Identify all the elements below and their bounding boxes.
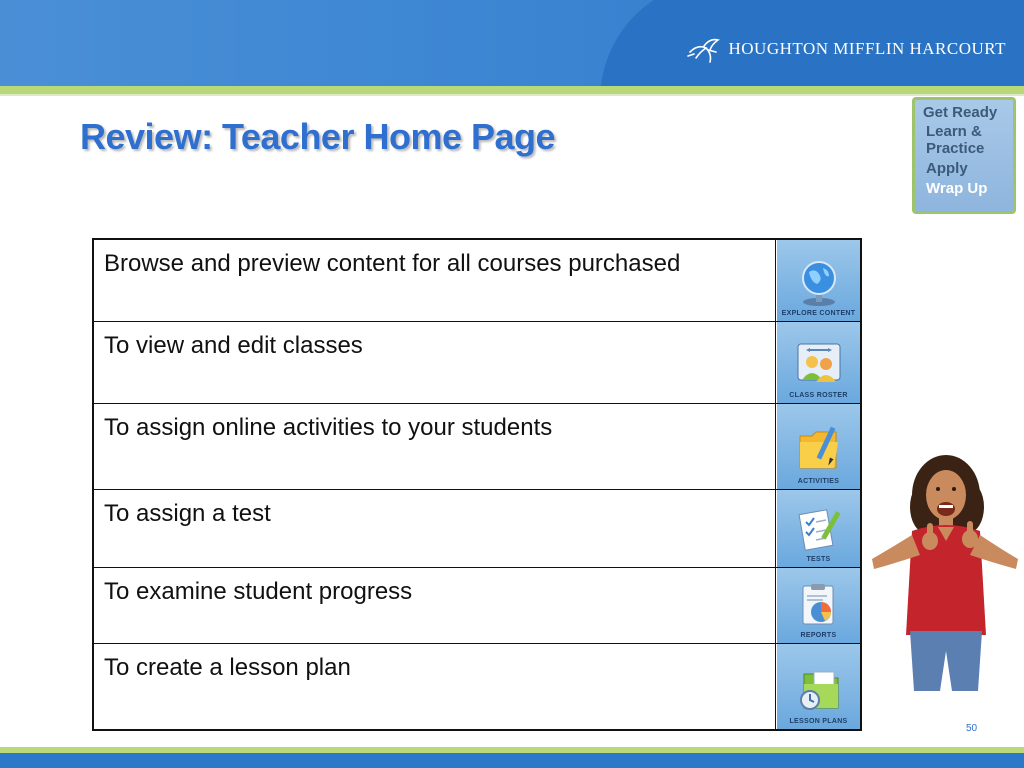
lesson-phase-nav xyxy=(912,97,1016,214)
table-row xyxy=(94,240,860,322)
row-description: Browse and preview content for all courses purchased xyxy=(94,240,776,321)
row-description: To create a lesson plan xyxy=(94,644,776,729)
nav-item-learn[interactable]: Learn & xyxy=(926,123,982,140)
teacher-home-table xyxy=(92,238,862,731)
nav-item-wrap-up[interactable]: Wrap Up xyxy=(926,180,988,197)
activities-folder-icon xyxy=(794,422,844,476)
page-number: 50 xyxy=(966,723,978,734)
icon-label: TESTS xyxy=(806,556,831,563)
table-row xyxy=(94,490,860,568)
nav-item-get-ready[interactable]: Get Ready xyxy=(923,104,998,121)
test-checklist-icon xyxy=(794,506,844,554)
footer-band xyxy=(0,753,1024,768)
explore-content-button[interactable] xyxy=(777,240,860,321)
header-band xyxy=(0,0,1024,86)
nav-item-practice[interactable]: Practice xyxy=(926,140,985,157)
hmh-bird-logo-icon xyxy=(686,32,722,66)
row-description: To assign a test xyxy=(94,490,776,567)
header-light-stripe xyxy=(0,94,1024,96)
class-roster-icon xyxy=(794,340,844,390)
lesson-plans-folder-icon xyxy=(794,666,844,716)
row-description: To assign online activities to your students xyxy=(94,404,776,489)
icon-label: CLASS ROSTER xyxy=(789,392,848,399)
brand-logo xyxy=(686,32,1006,66)
globe-icon xyxy=(795,258,843,308)
reports-button[interactable] xyxy=(777,568,860,643)
table-row xyxy=(94,322,860,404)
row-description: To view and edit classes xyxy=(94,322,776,403)
header-green-stripe xyxy=(0,86,1024,94)
lesson-plans-button[interactable] xyxy=(777,644,860,729)
row-description: To examine student progress xyxy=(94,568,776,643)
icon-label: LESSON PLANS xyxy=(789,718,848,725)
brand-name: HOUGHTON MIFFLIN HARCOURT xyxy=(728,39,1006,58)
student-thumbs-up-image xyxy=(866,455,1024,695)
activities-button[interactable] xyxy=(777,404,860,489)
page-title: Review: Teacher Home Page xyxy=(80,116,556,157)
icon-label: REPORTS xyxy=(800,632,837,639)
tests-button[interactable] xyxy=(777,490,860,567)
table-row xyxy=(94,568,860,644)
table-row xyxy=(94,644,860,729)
nav-item-apply[interactable]: Apply xyxy=(926,160,968,177)
icon-label: EXPLORE CONTENT xyxy=(781,310,856,317)
icon-label: ACTIVITIES xyxy=(797,478,840,485)
class-roster-button[interactable] xyxy=(777,322,860,403)
reports-chart-icon xyxy=(795,582,843,630)
table-row xyxy=(94,404,860,490)
